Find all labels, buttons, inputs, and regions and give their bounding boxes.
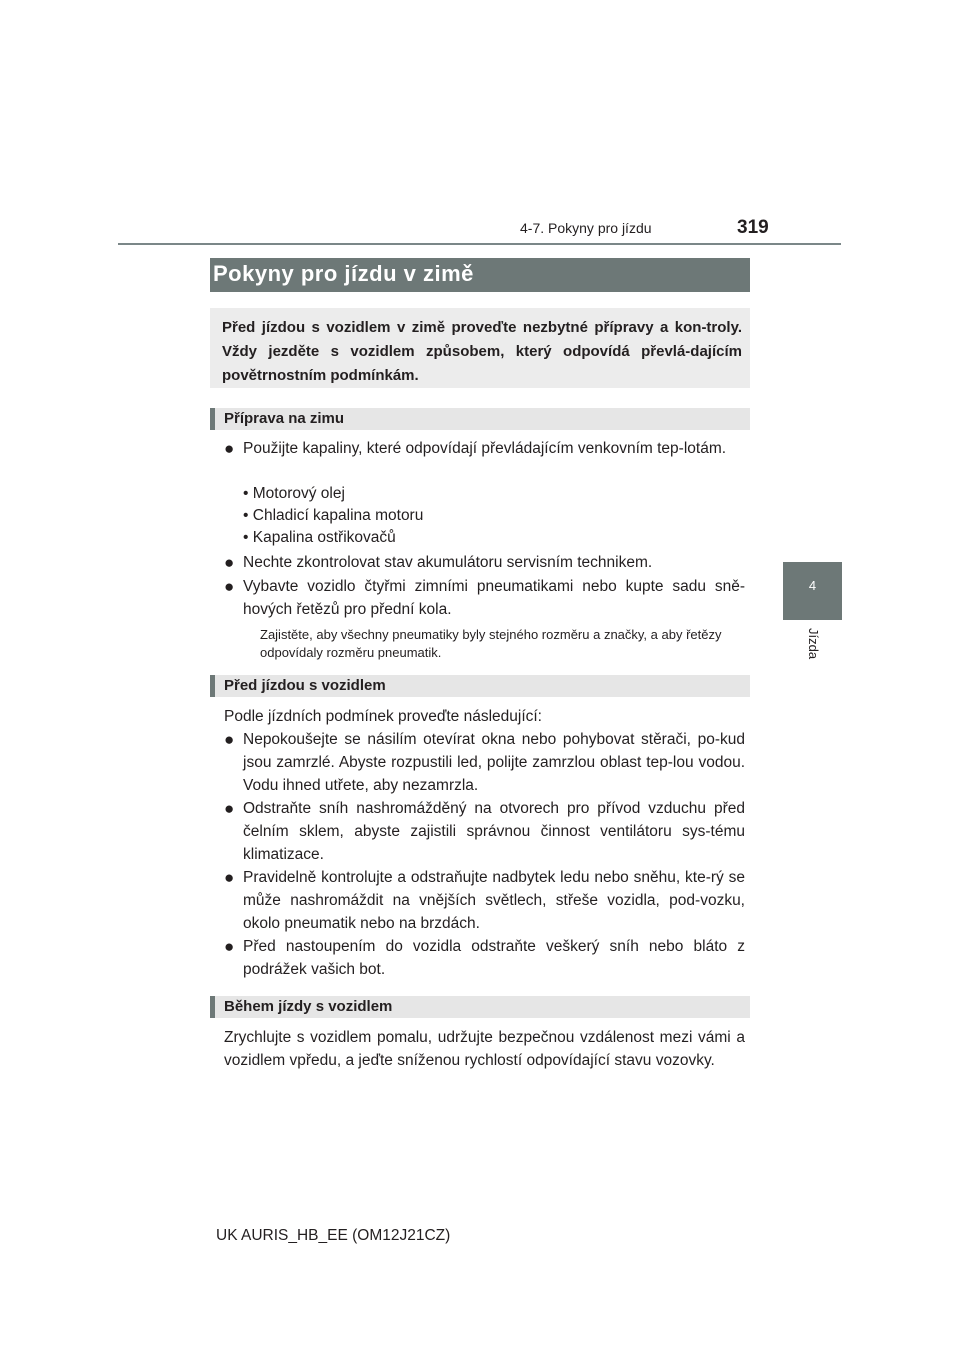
- header-rule: [118, 243, 841, 245]
- list-item: [224, 797, 745, 866]
- page-number: 319: [737, 217, 769, 238]
- section-heading-winter-prep: [210, 408, 750, 430]
- sub-bullet-icon: •: [243, 507, 249, 524]
- sub-bullet-icon: •: [243, 529, 249, 546]
- sub-list-item: [243, 527, 396, 549]
- bullet-icon: ●: [224, 799, 235, 818]
- footer-model-code: UK AURIS_HB_EE (OM12J21CZ): [216, 1227, 451, 1244]
- bullet-icon: ●: [224, 868, 235, 887]
- list-item: [224, 437, 745, 460]
- list-item: [224, 728, 745, 797]
- chapter-label: Jízda: [806, 628, 821, 660]
- section-text: Zrychlujte s vozidlem pomalu, udržujte bezpečnou vzdálenost mezi vámi a vozidlem vpředu, a jeďte sníženou rychlostí odpovídající stavu vozovky.: [224, 1029, 745, 1069]
- note-text: Zajistěte, aby všechny pneumatiky byly stejného rozměru a značky, a aby řetězy odpovídaly rozměru pneumatik.: [260, 627, 722, 660]
- section-header: 4-7. Pokyny pro jízdu: [520, 220, 652, 236]
- sub-list-item: [243, 483, 345, 505]
- list-item-text: Před nastoupením do vozidla odstraňte veškerý sníh nebo bláto z podrážek vašich bot.: [243, 938, 745, 978]
- list-item: [224, 551, 745, 574]
- section-heading-while-driving: [210, 996, 750, 1018]
- section-heading-text: Během jízdy s vozidlem: [224, 998, 393, 1015]
- sub-bullet-icon: •: [243, 485, 249, 502]
- sub-list-item-text: Chladicí kapalina motoru: [252, 507, 424, 524]
- list-item-text: Nepokoušejte se násilím otevírat okna nebo pohybovat stěrači, po-kud jsou zamrzlé. Abyste rozpustili led, polijte zamrzlou oblast tep-lou vodou. Vodu ihned utřete, aby nezamrzla.: [243, 731, 745, 794]
- sub-list-item-text: Kapalina ostřikovačů: [252, 529, 396, 546]
- sub-list-item-text: Motorový olej: [252, 485, 345, 502]
- list-item-text: Nechte zkontrolovat stav akumulátoru servisním technikem.: [243, 554, 653, 571]
- bullet-icon: ●: [224, 937, 235, 956]
- sub-list-item: [243, 505, 423, 527]
- page-title: Pokyny pro jízdu v zimě: [213, 261, 474, 286]
- section-heading-text: Před jízdou s vozidlem: [224, 677, 386, 694]
- intro-text: Před jízdou s vozidlem v zimě proveďte nezbytné přípravy a kon-troly. Vždy jezděte s vozidlem způsobem, který odpovídá převlá-dajícím povětrnostním podmínkám.: [222, 319, 742, 384]
- list-item-text: Vybavte vozidlo čtyřmi zimními pneumatikami nebo kupte sadu sně-hových řetězů pro přední kola.: [243, 578, 745, 618]
- list-item: [224, 935, 745, 981]
- bullet-icon: ●: [224, 577, 235, 596]
- chapter-number: 4: [808, 578, 817, 593]
- list-item-text: Odstraňte sníh nashromážděný na otvorech pro přívod vzduchu před čelním sklem, abyste zajistili správnou činnost ventilátoru sys-tému klimatizace.: [243, 800, 745, 863]
- bullet-icon: ●: [224, 439, 235, 458]
- section-heading-before-driving: [210, 675, 750, 697]
- section-heading-text: Příprava na zimu: [224, 410, 345, 427]
- section-lead: Podle jízdních podmínek proveďte následující:: [224, 708, 542, 725]
- list-item: [224, 866, 745, 935]
- list-item-text: Pravidelně kontrolujte a odstraňujte nadbytek ledu nebo sněhu, kte-rý se může nashromáždit na vnějších světlech, střeše vozidla, pod-vozku, okolo pneumatik nebo na brzdách.: [243, 869, 745, 932]
- bullet-icon: ●: [224, 730, 235, 749]
- list-item: [224, 575, 745, 621]
- list-item-text: Použijte kapaliny, které odpovídají převládajícím venkovním tep-lotám.: [243, 440, 727, 457]
- bullet-icon: ●: [224, 553, 235, 572]
